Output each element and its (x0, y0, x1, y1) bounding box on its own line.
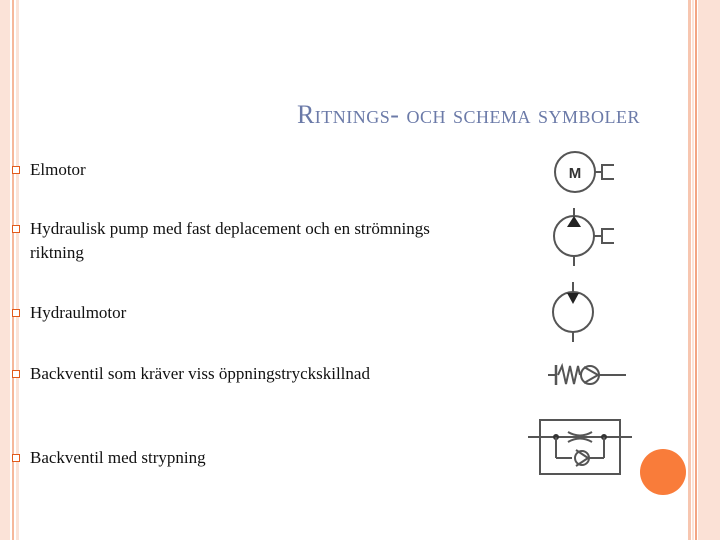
bullet-text: Backventil som kräver viss öppningstryckskillnad (30, 364, 370, 383)
right-stripe-line (695, 0, 697, 540)
bullet-square-icon (12, 309, 20, 317)
check-valve-throttle-icon (528, 418, 632, 478)
right-stripe-gap (692, 0, 694, 540)
bullet-square-icon (12, 225, 20, 233)
hydraulic-motor-icon (548, 280, 608, 344)
bullet-square-icon (12, 166, 20, 174)
bullet-text: Backventil med strypning (30, 448, 206, 467)
decorative-circle (640, 449, 686, 495)
hydraulic-pump-icon (548, 208, 620, 268)
check-valve-spring-icon (546, 358, 630, 392)
bullet-square-icon (12, 454, 20, 462)
motor-label: M (568, 165, 582, 182)
right-stripe-inner (688, 0, 691, 540)
bullet-text: Hydraulisk pump med fast deplacement och en strömnings riktning (30, 219, 430, 262)
bullet-square-icon (12, 370, 20, 378)
left-stripe (0, 0, 10, 540)
bullet-text: Elmotor (30, 160, 86, 179)
electric-motor-icon (550, 148, 620, 196)
bullet-text: Hydraulmotor (30, 303, 127, 322)
slide-title: Ritnings- och schema symboler (296, 100, 640, 129)
right-stripe (698, 0, 720, 540)
